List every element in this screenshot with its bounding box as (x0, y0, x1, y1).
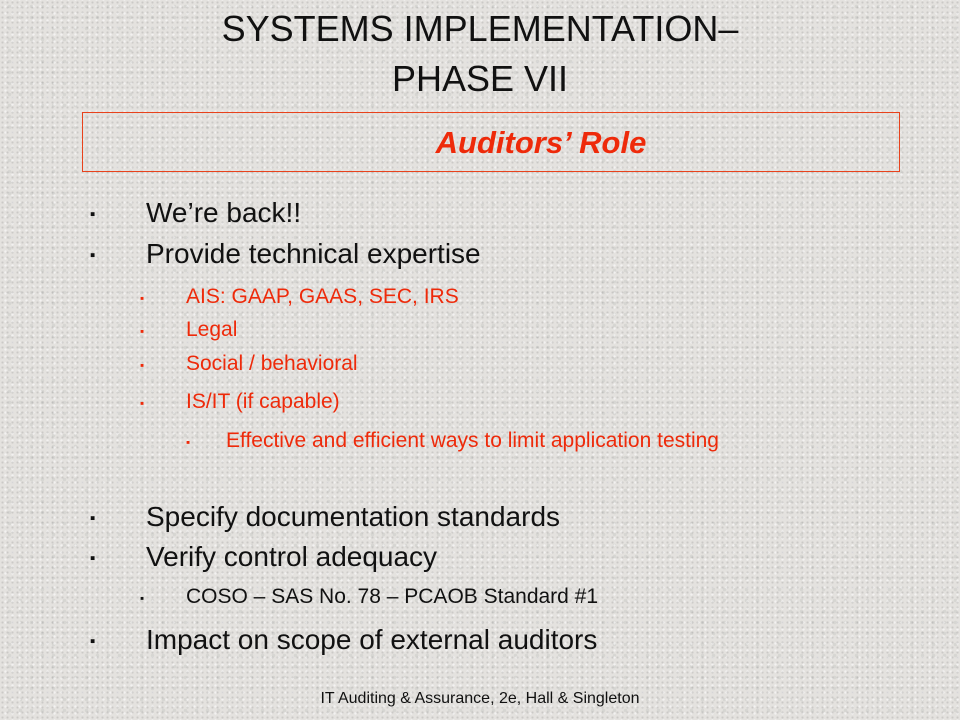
list-item-text: We’re back!! (146, 197, 302, 228)
bullet-marker: ▪ (186, 437, 191, 449)
list-item-text: Impact on scope of external auditors (146, 624, 598, 655)
bullet-marker: ▪ (90, 550, 96, 567)
subtitle: Auditors’ Role (435, 125, 647, 160)
list-item-text: Legal (186, 318, 238, 341)
bullet-marker: ▪ (90, 206, 96, 223)
bullet-marker: ▪ (90, 510, 96, 527)
list-item-text: Specify documentation standards (146, 501, 561, 532)
bullet-marker: ▪ (140, 360, 145, 372)
bullet-marker: ▪ (140, 293, 145, 305)
bullet-marker: ▪ (140, 593, 145, 605)
bullet-marker: ▪ (140, 326, 145, 338)
list-item-text: Effective and efficient ways to limit application testing (226, 429, 719, 452)
list-item-text: COSO – SAS No. 78 – PCAOB Standard #1 (186, 585, 599, 608)
list-item-text: Verify control adequacy (146, 541, 438, 572)
title-line-2: PHASE VII (391, 58, 569, 99)
list-item-text: Provide technical expertise (146, 238, 481, 269)
list-item-text: AIS: GAAP, GAAS, SEC, IRS (186, 285, 459, 308)
list-item-text: Social / behavioral (186, 352, 358, 375)
slide-footer: IT Auditing & Assurance, 2e, Hall & Singleton (320, 690, 640, 707)
bullet-marker: ▪ (90, 633, 96, 650)
title-line-1: SYSTEMS IMPLEMENTATION– (221, 8, 739, 49)
bullet-marker: ▪ (90, 247, 96, 264)
bullet-marker: ▪ (140, 398, 145, 410)
list-item-text: IS/IT (if capable) (186, 390, 340, 413)
